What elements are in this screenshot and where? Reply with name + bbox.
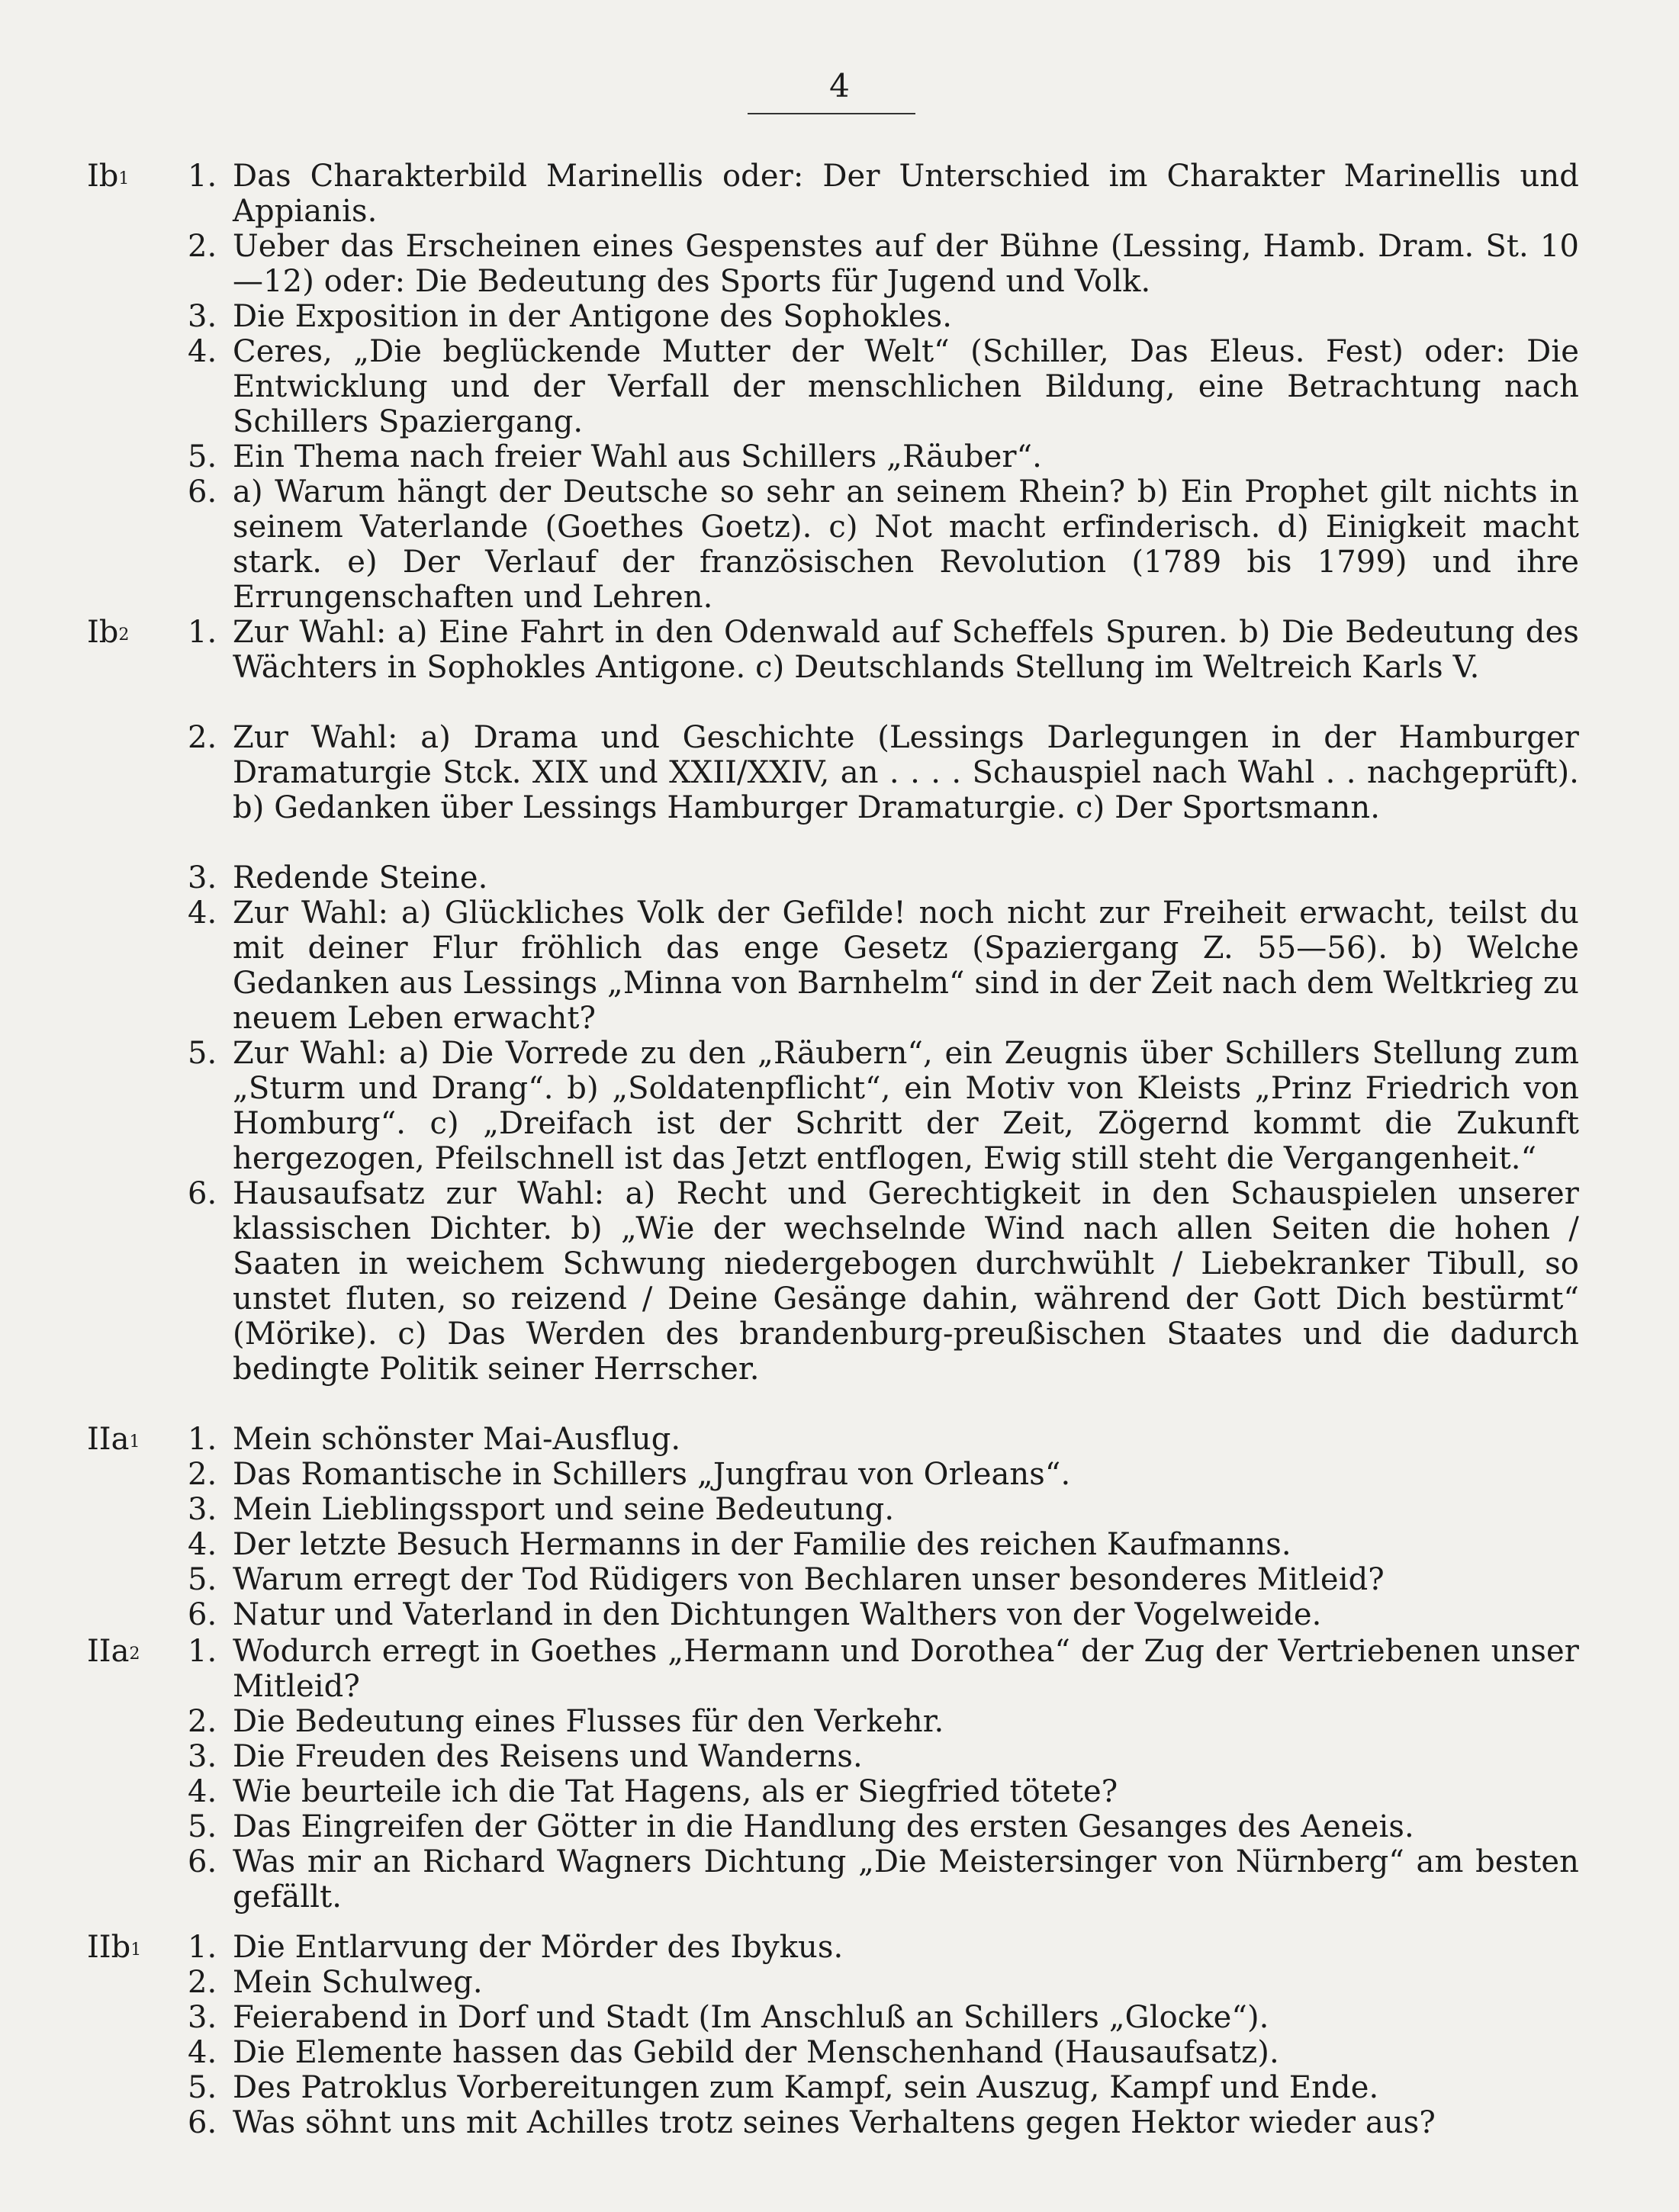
list-item: 2. Die Bedeutung eines Flusses für den Verkehr. [188,1704,944,1739]
list-item: 4. Wie beurteile ich die Tat Hagens, als er Siegfried tötete? [188,1774,1118,1809]
list-item: 6. Hausaufsatz zur Wahl: a) Recht und Gerechtigkeit in den Schauspielen unserer klassischen Dichter. b) „Wie der wechselnde Wind nach allen Seiten die hohen / Saaten in weichem Schwung niedergebogen durchwühlt / Liebekranker Tibull, so unstet fluten, so reizend / Deine Gesänge dahin, während der Gott Dich bestürmt“ (Mörike). c) Das Werden des brandenburg-preußischen Staates und die dadurch bedingte Politik seiner Herrscher. [188,1176,1579,1387]
list-item: 1. Das Charakterbild Marinellis oder: Der Unterschied im Charakter Marinellis und Appianis. [188,159,1579,229]
list-item: 2. Das Romantische in Schillers „Jungfrau von Orleans“. [188,1457,1071,1492]
section-label: Ib1 [87,159,130,194]
list-item: 5. Ein Thema nach freier Wahl aus Schillers „Räuber“. [188,439,1042,474]
list-item: 5. Zur Wahl: a) Die Vorrede zu den „Räubern“, ein Zeugnis über Schillers Stellung zum „Sturm und Drang“. b) „Soldatenpflicht“, ein Motiv von Kleists „Prinz Friedrich von Homburg“. c) „Dreifach ist der Schritt der Zeit, Zögernd kommt die Zukunft hergezogen, Pfeilschnell ist das Jetzt entflogen, Ewig still steht die Vergangenheit.“ [188,1036,1579,1176]
list-item: 5. Warum erregt der Tod Rüdigers von Bechlaren unser besonderes Mitleid? [188,1562,1385,1597]
page-number: 4 [829,67,850,104]
list-item: 1. Wodurch erregt in Goethes „Hermann und Dorothea“ der Zug der Vertriebenen unser Mitleid? [188,1634,1579,1704]
list-item: 2. Mein Schulweg. [188,1965,483,2000]
list-item: 4. Der letzte Besuch Hermanns in der Familie des reichen Kaufmanns. [188,1527,1291,1562]
list-item: 1. Die Entlarvung der Mörder des Ibykus. [188,1930,844,1965]
list-item: 4. Ceres, „Die beglückende Mutter der Welt“ (Schiller, Das Eleus. Fest) oder: Die Entwicklung und der Verfall der menschlichen Bildung, eine Betrachtung nach Schillers Spaziergang. [188,334,1579,439]
list-item: 2. Ueber das Erscheinen eines Gespenstes auf der Bühne (Lessing, Hamb. Dram. St. 10—12) oder: Die Bedeutung des Sports für Jugend und Volk. [188,229,1579,299]
list-item: 3. Mein Lieblingssport und seine Bedeutung. [188,1492,895,1527]
list-item: 3. Redende Steine. [188,860,488,895]
list-item: 4. Die Elemente hassen das Gebild der Menschenhand (Hausaufsatz). [188,2035,1279,2070]
section-label: Ib2 [87,615,130,650]
list-item: 2. Zur Wahl: a) Drama und Geschichte (Lessings Darlegungen in der Hamburger Dramaturgie Stck. XIX und XXII/XXIV, an . . . . Schauspiel nach Wahl . . nachgeprüft). b) Gedanken über Lessings Hamburger Dramaturgie. c) Der Sportsmann. [188,720,1579,825]
section-label: IIb1 [87,1930,142,1965]
section-label: IIa1 [87,1422,140,1457]
list-item: 3. Die Exposition in der Antigone des Sophokles. [188,299,953,334]
list-item: 3. Die Freuden des Reisens und Wanderns. [188,1739,863,1774]
list-item: 6. a) Warum hängt der Deutsche so sehr an seinem Rhein? b) Ein Prophet gilt nichts in seinem Vaterlande (Goethes Goetz). c) Not macht erfinderisch. d) Einigkeit macht stark. e) Der Verlauf der französischen Revolution (1789 bis 1799) und ihre Errungenschaften und Lehren. [188,474,1579,615]
page-number-rule [748,113,915,114]
list-item: 1. Zur Wahl: a) Eine Fahrt in den Odenwald auf Scheffels Spuren. b) Die Bedeutung des Wächters in Sophokles Antigone. c) Deutschlands Stellung im Weltreich Karls V. [188,615,1579,685]
list-item: 5. Des Patroklus Vorbereitungen zum Kampf, sein Auszug, Kampf und Ende. [188,2070,1379,2105]
list-item: 3. Feierabend in Dorf und Stadt (Im Anschluß an Schillers „Glocke“). [188,2000,1269,2035]
list-item: 4. Zur Wahl: a) Glückliches Volk der Gefilde! noch nicht zur Freiheit erwacht, teilst du mit deiner Flur fröhlich das enge Gesetz (Spaziergang Z. 55—56). b) Welche Gedanken aus Lessings „Minna von Barnhelm“ sind in der Zeit nach dem Weltkrieg zu neuem Leben erwacht? [188,895,1579,1036]
list-item: 6. Was söhnt uns mit Achilles trotz seines Verhaltens gegen Hektor wieder aus? [188,2105,1436,2140]
list-item: 6. Was mir an Richard Wagners Dichtung „Die Meistersinger von Nürnberg“ am besten gefällt. [188,1844,1579,1915]
list-item: 5. Das Eingreifen der Götter in die Handlung des ersten Gesanges des Aeneis. [188,1809,1414,1844]
list-item: 6. Natur und Vaterland in den Dichtungen Walthers von der Vogelweide. [188,1597,1322,1632]
section-label: IIa2 [87,1634,140,1669]
list-item: 1. Mein schönster Mai-Ausflug. [188,1422,681,1457]
